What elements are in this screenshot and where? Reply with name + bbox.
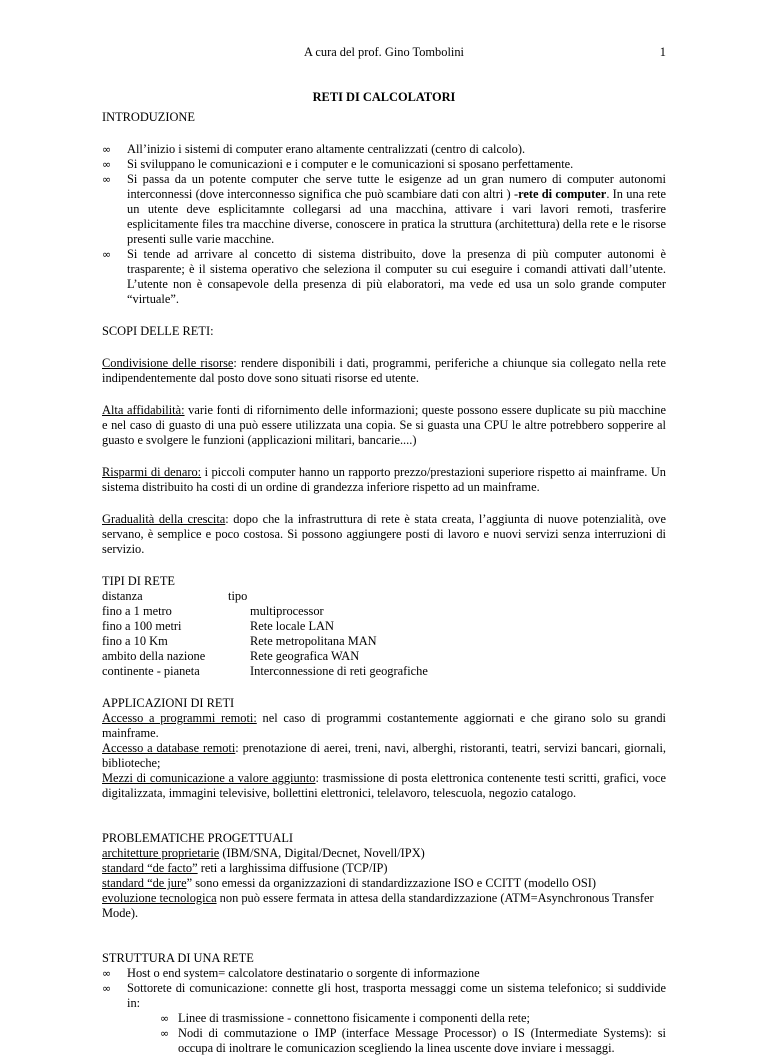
tipi-table <box>102 589 666 679</box>
table-row: continente - pianeta Interconnessione di reti geografiche <box>102 664 428 678</box>
header-author: A cura del prof. Gino Tombolini <box>304 45 464 59</box>
bold-term: rete di computer <box>518 187 607 201</box>
list-item: ∞ Linee di trasmissione - connettono fisicamente i componenti della rete; <box>160 1011 530 1025</box>
column-header: tipo <box>228 589 248 603</box>
problematiche-line: evoluzione tecnologica non può essere fermata in attesa della standardizzazione (ATM=Asynchronous Transfer Mode). <box>102 891 654 920</box>
infinity-bullet-icon: ∞ <box>160 1012 170 1025</box>
applicazioni-paragraph: Accesso a database remoti: prenotazione di aerei, treni, navi, alberghi, ristoranti, teatri, servizi bancari, giornali, biblioteche; <box>102 741 666 770</box>
document-title: RETI DI CALCOLATORI <box>312 90 456 104</box>
scopi-paragraph: Alta affidabilità: varie fonti di rifornimento delle informazioni; queste possono essere duplicate su più macchine e nel caso di guasto di una può essere utilizzata una copia. Se si guasta una CPU le altre potrebbero sopperire al guasto e svolgere le funzioni (applicazioni militari, bancarie....) <box>102 403 666 447</box>
scopi-paragraph: Condivisione delle risorse: rendere disponibili i dati, programmi, periferiche a chiunque sia collegato nella rete indipendentemente dal posto dove sono situati risorse ed utente. <box>102 356 666 385</box>
tipi-heading: TIPI DI RETE <box>102 574 175 588</box>
infinity-bullet-icon: ∞ <box>102 173 112 186</box>
infinity-bullet-icon: ∞ <box>102 982 112 995</box>
page-header <box>102 45 666 61</box>
intro-heading: INTRODUZIONE <box>102 110 195 124</box>
table-row: fino a 10 Km Rete metropolitana MAN <box>102 634 377 648</box>
infinity-bullet-icon: ∞ <box>102 143 112 156</box>
struttura-heading: STRUTTURA DI UNA RETE <box>102 951 254 965</box>
applicazioni-heading: APPLICAZIONI DI RETI <box>102 696 235 710</box>
applicazioni-paragraph: Accesso a programmi remoti: nel caso di programmi costantemente aggiornati e che girano solo su grandi mainframe. <box>102 711 666 740</box>
document-body <box>102 110 666 1056</box>
scopi-paragraph: Gradualità della crescita: dopo che la infrastruttura di rete è stata creata, l’aggiunta di nuove potenzialità, ove servano, è semplice e poco costosa. Si possono aggiungere posti di lavoro e nuovi servizi senza interruzioni di servizio. <box>102 512 666 556</box>
applicazioni-paragraph: Mezzi di comunicazione a valore aggiunto: trasmissione di posta elettronica contenente testi scritti, grafici, voce digitalizzata, immagini televisive, bollettini elettronici, telelavoro, telescuola, negozio catalogo. <box>102 771 667 800</box>
table-row: fino a 1 metro multiprocessor <box>102 604 324 618</box>
list-item: ∞ All’inizio i sistemi di computer erano altamente centralizzati (centro di calcolo). <box>102 142 526 156</box>
scopi-paragraph: Risparmi di denaro: i piccoli computer hanno un rapporto prezzo/prestazioni superiore rispetto ai mainframe. Un sistema distribuito ha costi di un ordine di grandezza inferiore rispetto ad un mainframe. <box>102 465 666 494</box>
problematiche-line: standard “de jure” sono emessi da organizzazioni di standardizzazione ISO e CCITT (modello OSI) <box>102 876 596 890</box>
table-row: ambito della nazione Rete geografica WAN <box>102 649 360 663</box>
list-item: ∞ Host o end system= calcolatore destinatario o sorgente di informazione <box>102 966 480 980</box>
intro-list <box>102 142 666 307</box>
list-item: ∞ Si sviluppano le comunicazioni e i computer e le comunicazioni si sposano perfettamente. <box>102 157 574 171</box>
infinity-bullet-icon: ∞ <box>102 967 112 980</box>
problematiche-line: standard “de facto” reti a larghissima diffusione (TCP/IP) <box>102 861 388 875</box>
scopi-heading: SCOPI DELLE RETI: <box>102 324 214 338</box>
table-row: fino a 100 metri Rete locale LAN <box>102 619 334 633</box>
list-item: ∞ Si passa da un potente computer che serve tutte le esigenze ad un gran numero di computer autonomi interconnessi (dove interconnesso significa che può scambiare dati con altri ) -rete di computer. In una rete un utente deve esplicitamnte collegarsi ad una macchina, attivare i vari lavori remoti, trasferire esplicitamente files tra macchine diverse, conoscere in pratica la struttura (architettura) della rete e le risorse presenti sulle varie macchine. <box>102 172 667 246</box>
struttura-list <box>102 966 666 1056</box>
infinity-bullet-icon: ∞ <box>102 248 112 261</box>
problematiche-line: architetture proprietarie (IBM/SNA, Digital/Decnet, Novell/IPX) <box>102 846 425 860</box>
infinity-bullet-icon: ∞ <box>160 1027 170 1040</box>
list-item: ∞ Nodi di commutazione o IMP (interface Message Processor) o IS (Intermediate Systems): si occupa di inoltrare le comunicazion scegliendo la linea uscente dove inviare i messaggi. <box>160 1026 666 1055</box>
list-item: ∞ Sottorete di comunicazione: connette gli host, trasporta messaggi come un sistema telefonico; si suddivide in: ∞ Linee di trasmissione - connettono fisicamente i componenti della rete; ∞ Nodi di commutazione o IMP (interface Message Processor) o IS (Intermediate Systems): si occupa di inoltrare le comunicazion scegliendo la linea uscente dove inviare i messaggi. <box>102 981 666 1055</box>
column-header: distanza <box>102 589 143 603</box>
table-header-row <box>102 589 666 604</box>
page-number: 1 <box>659 45 666 59</box>
list-item: ∞ Si tende ad arrivare al concetto di sistema distribuito, dove la presenza di più computer autonomi è trasparente; è il sistema operativo che seleziona il computer su cui eseguire i comandi attivati dall’utente. L’utente non è consapevole della presenza di più elaboratori, ma vede ed usa un solo grande computer “virtuale”. <box>102 247 666 306</box>
problematiche-heading: PROBLEMATICHE PROGETTUALI <box>102 831 294 845</box>
struttura-sublist <box>127 1011 666 1056</box>
infinity-bullet-icon: ∞ <box>102 158 112 171</box>
